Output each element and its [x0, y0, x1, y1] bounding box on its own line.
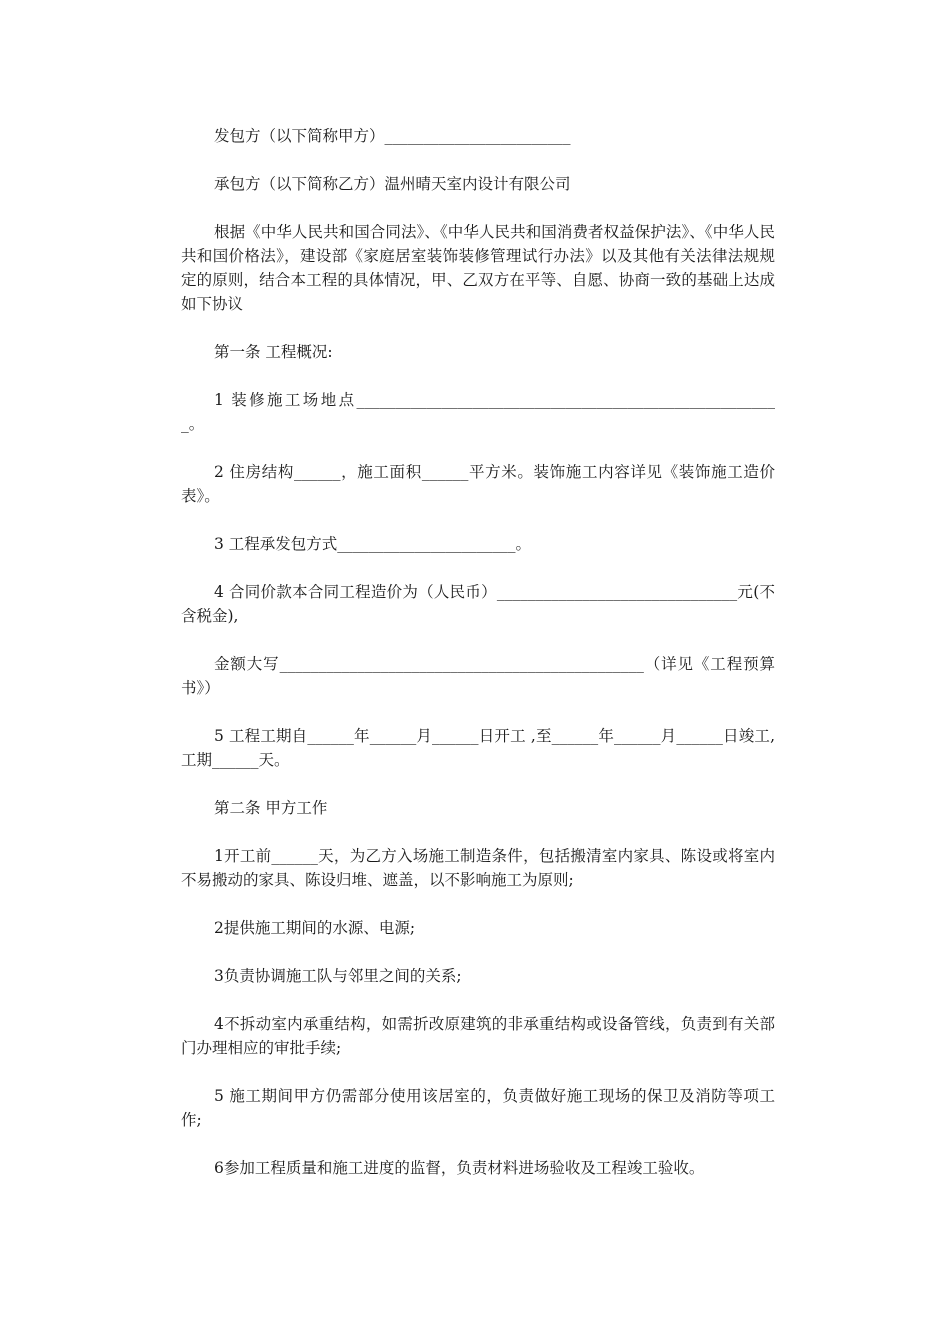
article-1-amount-in-words: 金额大写_______________________________________________（详见《工程预算书》）	[181, 655, 775, 697]
article-1-item-3: 3 工程承发包方式_______________________。	[214, 535, 532, 553]
article-2-item-4: 4不拆动室内承重结构，如需折改原建筑的非承重结构或设备管线，负责到有关部门办理相应的审批手续;	[181, 1015, 775, 1057]
article-2-item-1: 1开工前______天，为乙方入场施工制造条件，包括搬清室内家具、陈设或将室内不易搬动的家具、陈设归堆、遮盖，以不影响施工为原则;	[181, 847, 775, 889]
article-2-heading: 第二条 甲方工作	[214, 799, 328, 817]
contract-page	[181, 124, 775, 1204]
article-1-item-5: 5 工程工期自______年______月______日开工 ,至______年______月______日竣工,工期______天。	[181, 727, 775, 769]
article-1-item-4: 4 合同价款本合同工程造价为（人民币）_______________________________元(不含税金),	[181, 583, 775, 625]
article-2-item-5: 5 施工期间甲方仍需部分使用该居室的，负责做好施工现场的保卫及消防等项工作;	[181, 1087, 775, 1129]
article-2-item-2: 2提供施工期间的水源、电源;	[214, 919, 416, 937]
article-1-heading: 第一条 工程概况:	[214, 343, 333, 361]
preamble-paragraph: 根据《中华人民共和国合同法》、《中华人民共和国消费者权益保护法》、《中华人民共和国价格法》，建设部《家庭居室装饰装修管理试行办法》以及其他有关法律法规规定的原则，结合本工程的具体情况，甲、乙双方在平等、自愿、协商一致的基础上达成如下协议	[181, 223, 775, 313]
article-1-item-1: 1 装修施工场地点_______________________________________________________。	[181, 391, 775, 433]
party-b-line: 承包方（以下简称乙方）温州晴天室内设计有限公司	[214, 175, 571, 193]
article-2-item-6: 6参加工程质量和施工进度的监督，负责材料进场验收及工程竣工验收。	[214, 1159, 705, 1177]
party-a-line: 发包方（以下简称甲方）________________________	[214, 127, 571, 145]
article-2-item-3: 3负责协调施工队与邻里之间的关系;	[214, 967, 462, 985]
article-1-item-2: 2 住房结构______，施工面积______平方米。装饰施工内容详见《装饰施工造价表》。	[181, 463, 775, 505]
